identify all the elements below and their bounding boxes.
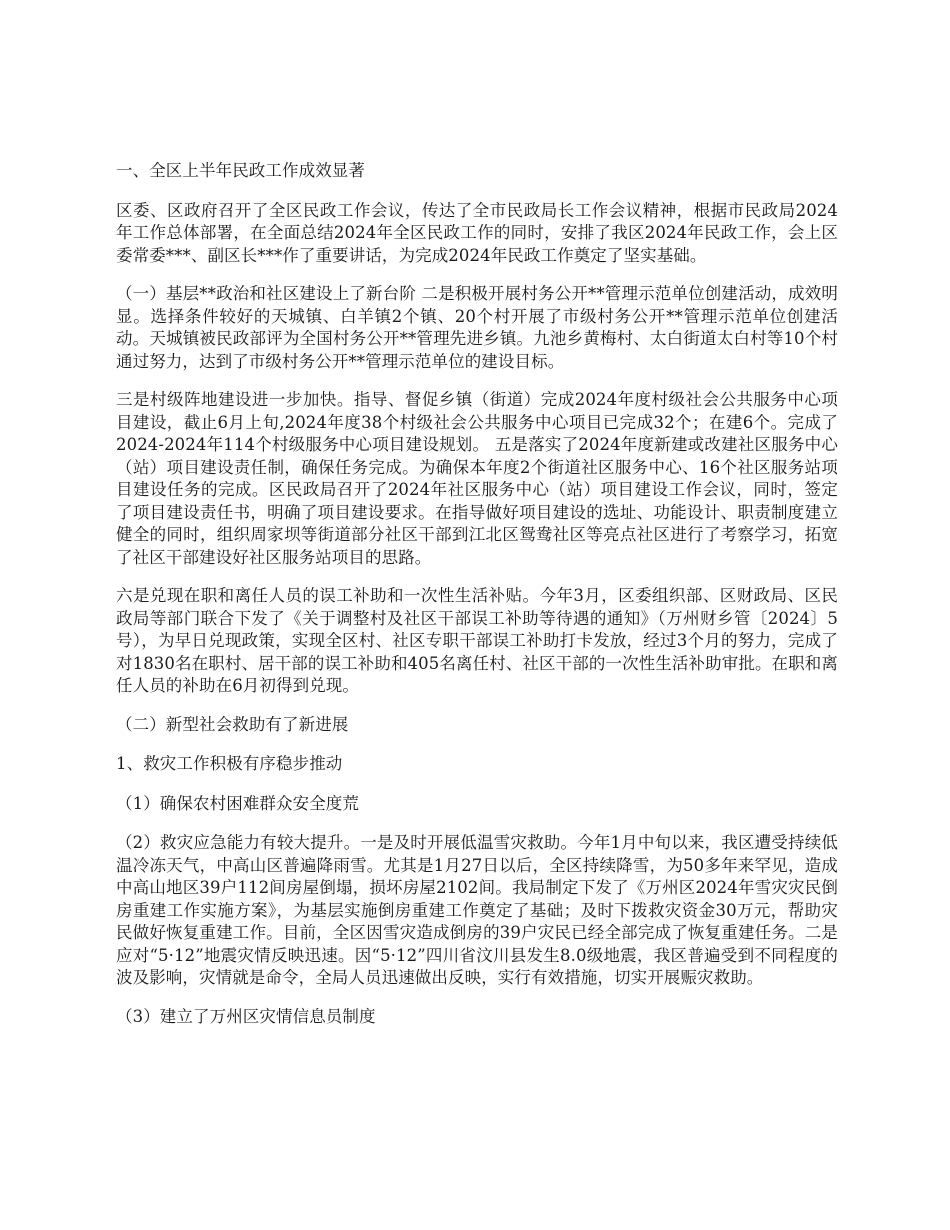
subsection-heading: （二）新型社会救助有了新进展: [116, 714, 349, 734]
subsection-heading: 1、救灾工作积极有序稳步推动: [116, 754, 343, 773]
body-paragraph: 三是村级阵地建设进一步加快。指导、督促乡镇（街道）完成2024年度村级社会公共服务中心项目建设，截止6月上旬,2024年度38个村级社会公共服务中心项目已完成32个；在建6个。完成了2024-2024年114个村级服务中心项目建设规划。 五是落实了2024年度新建或改建社区服务中心（站）项目建设责任制，确保任务完成。为确保本年度2个街道社区服务中心、16个社区服务站项目建设任务的完成。区民政局召开了2024年社区服务中心（站）项目建设工作会议，同时，签定了项目建设责任书，明确了项目建设要求。在指导做好项目建设的选址、功能设计、职责制度建立健全的同时，组织周家坝等街道部分社区干部到江北区鸳鸯社区等亮点社区进行了考察学习，拓宽了社区干部建设好社区服务站项目的思路。: [116, 390, 838, 567]
subsection-heading: （3）建立了万州区灾情信息员制度: [116, 1006, 376, 1026]
body-paragraph: 六是兑现在职和离任人员的误工补助和一次性生活补贴。今年3月，区委组织部、区财政局、区民政局等部门联合下发了《关于调整村及社区干部误工补助等待遇的通知》（万州财乡管〔2024〕5号），为早日兑现政策，实现全区村、社区专职干部误工补助打卡发放，经过3个月的努力，完成了对1830名在职村、居干部的误工补助和405名离任村、社区干部的一次性生活补助审批。在职和离任人员的补助在6月初得到兑现。: [116, 586, 838, 695]
body-paragraph: 区委、区政府召开了全区民政工作会议，传达了全市民政局长工作会议精神，根据市民政局2024年工作总体部署，在全面总结2024年全区民政工作的同时，安排了我区2024年民政工作，会上区委常委***、副区长***作了重要讲话，为完成2024年民政工作奠定了坚实基础。: [116, 200, 838, 265]
section-heading: 一、全区上半年民政工作成效显著: [116, 161, 365, 180]
body-paragraph: （2）救灾应急能力有较大提升。一是及时开展低温雪灾救助。今年1月中旬以来，我区遭受持续低温冷冻天气，中高山区普遍降雨雪。尤其是1月27日以后，全区持续降雪，为50多年来罕见，造成中高山地区39户112间房屋倒塌，损坏房屋2102间。我局制定下发了《万州区2024年雪灾灾民倒房重建工作实施方案》，为基层实施倒房重建工作奠定了基础；及时下拨救灾资金30万元，帮助灾民做好恢复重建工作。目前，全区因雪灾造成倒房的39户灾民已经全部完成了恢复重建任务。二是应对“5·12”地震灾情反映迅速。因“5·12”四川省汶川县发生8.0级地震，我区普遍受到不同程度的波及影响，灾情就是命令，全局人员迅速做出反映，实行有效措施，切实开展赈灾救助。: [116, 833, 838, 987]
subsection-heading: （1）确保农村困难群众安全度荒: [116, 793, 359, 813]
body-paragraph: （一）基层**政治和社区建设上了新台阶 二是积极开展村务公开**管理示范单位创建活动，成效明显。选择条件较好的天城镇、白羊镇2个镇、20个村开展了市级村务公开**管理示范单位创建活动。天城镇被民政部评为全国村务公开**管理先进乡镇。九池乡黄梅村、太白街道太白村等10个村通过努力，达到了市级村务公开**管理示范单位的建设目标。: [116, 284, 838, 371]
